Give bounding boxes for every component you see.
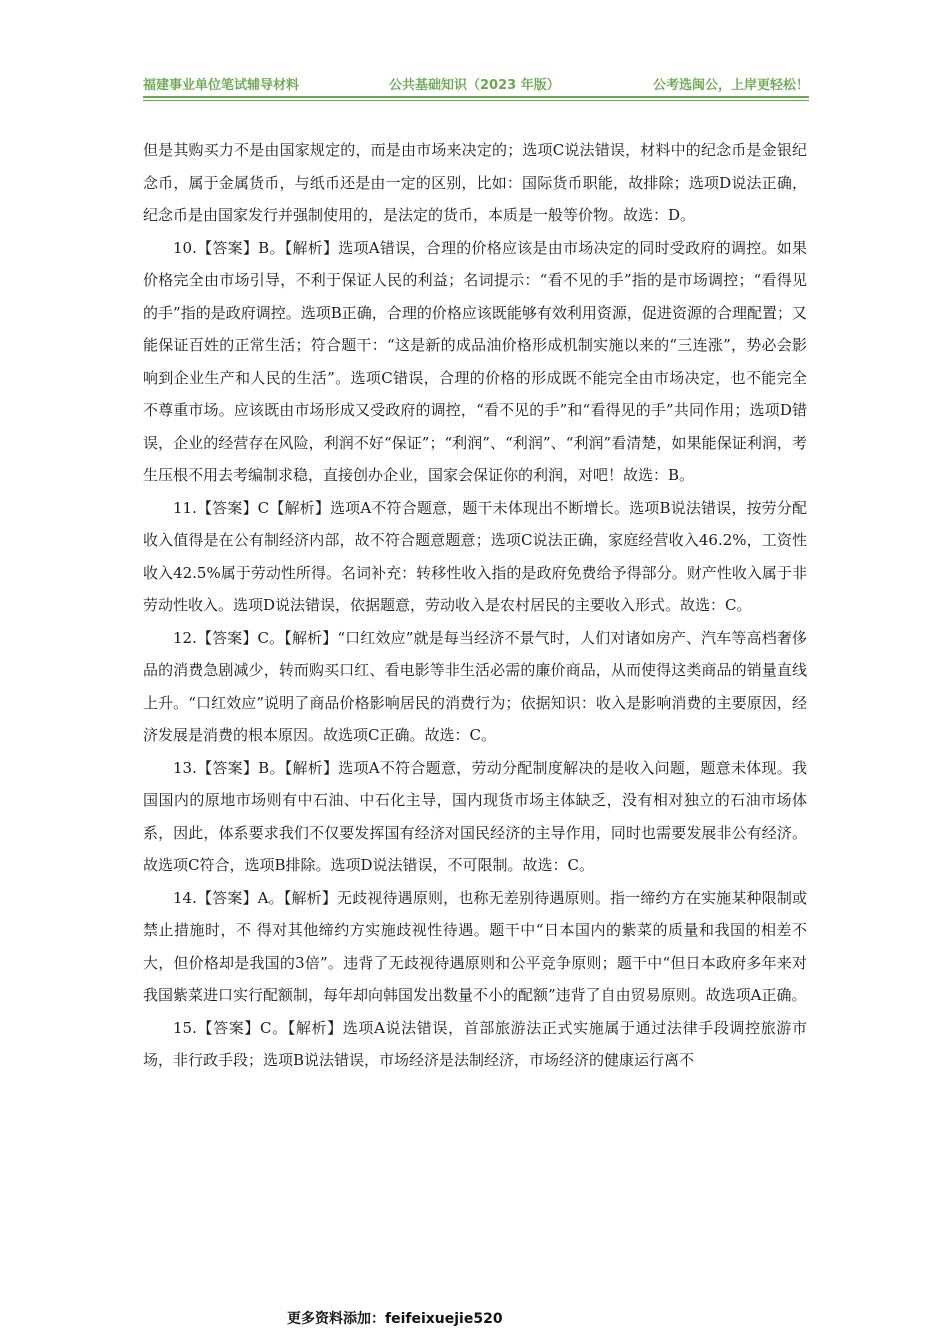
answer-13: 13.【答案】B。【解析】选项A不符合题意，劳动分配制度解决的是收入问题，题意未体现。我国国内的原地市场则有中石油、中石化主导，国内现货市场主体缺乏，没有相对独立的石油市场体系，因此，体系要求我们不仅要发挥国有经济对国民经济的主导作用，同时也需要发展非公有经济。故选项C符合，选项B排除。选项D说法错误，不可限制。故选：C。 [143, 758, 807, 874]
paragraph-continuation: 但是其购买力不是由国家规定的，而是由市场来决定的；选项C说法错误，材料中的纪念币是金银纪念币，属于金属货币，与纸币还是由一定的区别，比如：国际货币职能，故排除；选项D说法正确，纪念币是由国家发行并强制使用的，是法定的货币，本质是一般等价物。故选：D。 [143, 141, 807, 224]
answer-14: 14.【答案】A。【解析】无歧视待遇原则，也称无差别待遇原则。指一缔约方在实施某种限制或禁止措施时，不 得对其他缔约方实施歧视性待遇。题干中“日本国内的紫菜的质量和我国的相差不大，但价格却是我国的3倍”。违背了无歧视待遇原则和公平竞争原则；题干中“但日本政府多年来对我国紫菜进口实行配额制，每年却向韩国发出数量不小的配额”违背了自由贸易原则。故选项A正确。 [143, 888, 807, 1004]
header-divider [143, 96, 809, 98]
header-center-title: 公共基础知识（2023 年版） [389, 78, 560, 93]
header-divider-thin [143, 100, 809, 101]
header-right-slogan: 公考选闽公，上岸更轻松！ [652, 78, 809, 93]
answer-12: 12.【答案】C。【解析】“口红效应”就是每当经济不景气时，人们对诸如房产、汽车等高档奢侈品的消费急剧减少，转而购买口红、看电影等非生活必需的廉价商品，从而使得这类商品的销量直线上升。“口红效应”说明了商品价格影响居民的消费行为；依据知识：收入是影响消费的主要原因，经济发展是消费的根本原因。故选项C正确。故选：C。 [143, 628, 807, 744]
answer-15: 15.【答案】C。【解析】选项A说法错误，首部旅游法正式实施属于通过法律手段调控旅游市场，非行政手段；选项B说法错误，市场经济是法制经济，市场经济的健康运行离不 [143, 1018, 807, 1069]
page-header [143, 72, 809, 94]
header-left-title: 福建事业单位笔试辅导材料 [143, 78, 300, 93]
page-footer: 更多资料添加：feifeixuejie520 [287, 1311, 503, 1327]
answer-10: 10.【答案】B。【解析】选项A错误，合理的价格应该是由市场决定的同时受政府的调控。如果价格完全由市场引导，不利于保证人民的利益；名词提示：“看不见的手”指的是市场调控；“看得见的手”指的是政府调控。选项B正确，合理的价格应该既能够有效利用资源，促进资源的合理配置；又能保证百姓的正常生活；符合题干：“这是新的成品油价格形成机制实施以来的“三连涨”，势必会影响到企业生产和人民的生活”。选项C错误，合理的价格的形成既不能完全由市场决定，也不能完全不尊重市场。应该既由市场形成又受政府的调控，“看不见的手”和“看得见的手”共同作用；选项D错误，企业的经营存在风险，利润不好“保证”；“利润”、“利润”、“利润”看清楚，如果能保证利润，考生压根不用去考编制求稳，直接创办企业，国家会保证你的利润，对吧！故选：B。 [143, 238, 807, 484]
answer-11: 11.【答案】C【解析】选项A不符合题意，题干未体现出不断增长。选项B说法错误，按劳分配收入值得是在公有制经济内部，故不符合题意题意；选项C说法正确，家庭经营收入46.2%，工资性收入42.5%属于劳动性所得。名词补充：转移性收入指的是政府免费给予得部分。财产性收入属于非劳动性收入。选项D说法错误，依据题意，劳动收入是农村居民的主要收入形式。故选：C。 [143, 498, 807, 614]
document-body [143, 134, 807, 1077]
